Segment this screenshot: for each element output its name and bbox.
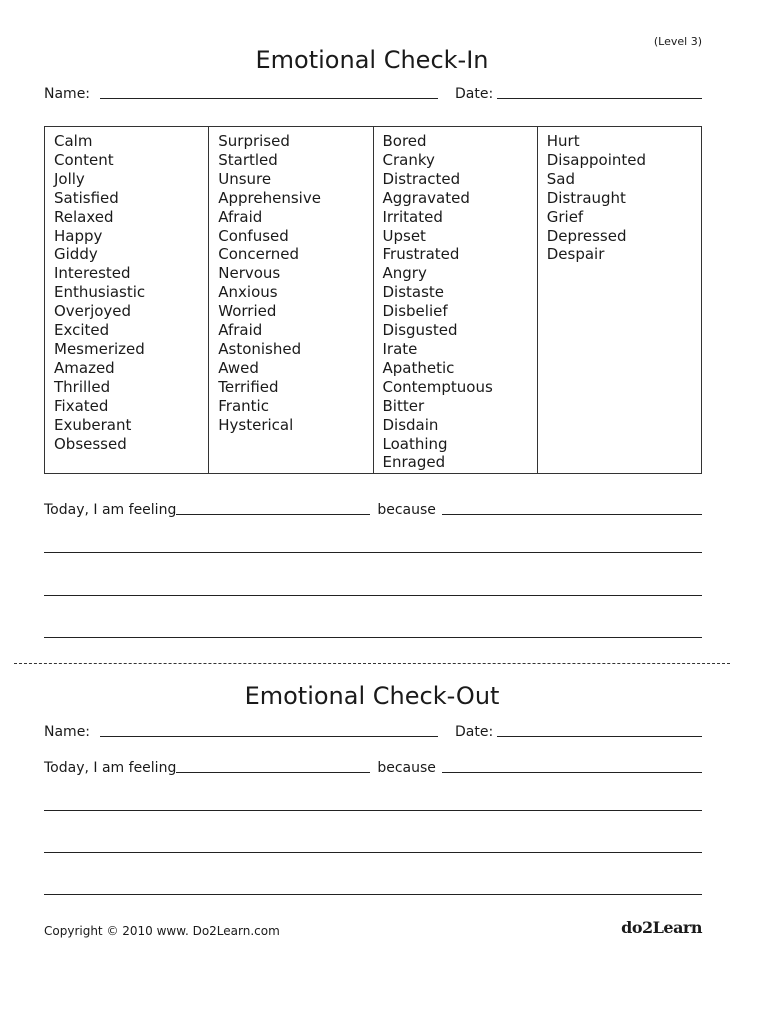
checkin-date-field[interactable] — [497, 98, 702, 99]
emotion-word: Aggravated — [382, 188, 470, 207]
checkin-name-field[interactable] — [100, 98, 438, 99]
emotion-word: Happy — [54, 226, 103, 245]
emotion-word: Obsessed — [54, 434, 127, 453]
emotion-word: Upset — [382, 226, 426, 245]
emotion-table — [44, 126, 702, 474]
emotion-word: Jolly — [54, 169, 85, 188]
emotion-word: Afraid — [218, 321, 263, 340]
emotion-word: Relaxed — [54, 207, 114, 226]
checkout-feeling-label: Today, I am feeling — [44, 760, 177, 776]
emotion-word: Interested — [54, 264, 131, 283]
checkout-feeling-row — [44, 752, 702, 776]
checkout-because-label: because — [377, 760, 436, 776]
do2learn-logo: do2Learn — [621, 918, 702, 937]
emotion-word: Bored — [382, 132, 427, 150]
emotion-word: Afraid — [218, 207, 263, 226]
checkout-date-label: Date: — [455, 724, 494, 740]
checkin-because-field[interactable] — [442, 514, 702, 515]
emotion-column-4 — [538, 127, 701, 473]
checkin-because-label: because — [377, 502, 436, 518]
emotion-word: Unsure — [218, 169, 272, 188]
emotion-word: Concerned — [218, 245, 300, 264]
emotion-word: Amazed — [54, 358, 115, 377]
emotion-word: Satisfied — [54, 188, 119, 207]
checkin-feeling-field[interactable] — [176, 514, 370, 515]
checkout-blank-line-1[interactable] — [44, 810, 702, 811]
emotion-word: Calm — [54, 132, 93, 150]
emotion-word: Startled — [218, 150, 278, 169]
emotion-word: Thrilled — [54, 377, 111, 396]
emotion-word: Angry — [382, 264, 427, 283]
emotion-column-3 — [374, 127, 538, 473]
emotion-word: Astonished — [218, 339, 302, 358]
emotion-word: Distraught — [546, 188, 626, 207]
checkin-name-label: Name: — [44, 86, 91, 102]
checkout-feeling-field[interactable] — [176, 772, 370, 773]
emotion-word: Loathing — [382, 434, 448, 453]
emotion-word: Despair — [546, 245, 605, 264]
emotion-word: Frustrated — [382, 245, 460, 264]
emotion-word: Awed — [218, 358, 259, 377]
emotion-word: Nervous — [218, 264, 281, 283]
checkout-because-field[interactable] — [442, 772, 702, 773]
checkout-blank-line-3[interactable] — [44, 894, 702, 895]
emotion-word: Fixated — [54, 396, 109, 415]
checkout-title: Emotional Check-Out — [244, 682, 500, 710]
emotion-word: Apprehensive — [218, 188, 321, 207]
checkout-name-date-row — [44, 716, 702, 740]
emotion-word: Overjoyed — [54, 302, 132, 321]
emotion-word: Surprised — [218, 132, 290, 150]
checkin-name-date-row — [44, 78, 702, 102]
checkin-blank-line-2[interactable] — [44, 595, 702, 596]
checkout-date-field[interactable] — [497, 736, 702, 737]
emotion-column-1 — [45, 127, 209, 473]
checkout-name-label: Name: — [44, 724, 91, 740]
checkin-date-label: Date: — [455, 86, 494, 102]
checkin-feeling-label: Today, I am feeling — [44, 502, 177, 518]
emotion-word: Hurt — [546, 132, 580, 150]
emotion-word: Sad — [546, 169, 575, 188]
checkout-name-field[interactable] — [100, 736, 438, 737]
emotion-word: Worried — [218, 302, 277, 321]
emotion-word: Anxious — [218, 283, 278, 302]
emotion-word: Distaste — [382, 283, 445, 302]
emotion-word: Disdain — [382, 415, 439, 434]
emotion-word: Enthusiastic — [54, 283, 146, 302]
cut-line-divider — [14, 663, 730, 664]
checkin-blank-line-3[interactable] — [44, 637, 702, 638]
emotion-word: Grief — [546, 207, 584, 226]
emotion-word: Hysterical — [218, 415, 294, 434]
emotion-word: Content — [54, 150, 114, 169]
emotion-word: Giddy — [54, 245, 98, 264]
emotion-word: Terrified — [218, 377, 279, 396]
emotion-word: Exuberant — [54, 415, 132, 434]
emotion-word: Disbelief — [382, 302, 448, 321]
emotion-word: Bitter — [382, 396, 425, 415]
checkin-blank-line-1[interactable] — [44, 552, 702, 553]
emotion-word: Distracted — [382, 169, 461, 188]
emotion-word: Disappointed — [546, 150, 647, 169]
emotion-column-2 — [209, 127, 373, 473]
checkin-feeling-row — [44, 494, 702, 518]
emotion-word: Excited — [54, 321, 110, 340]
emotion-word: Irate — [382, 339, 418, 358]
emotion-word: Confused — [218, 226, 289, 245]
emotion-word: Frantic — [218, 396, 269, 415]
checkin-title: Emotional Check-In — [255, 46, 489, 74]
emotion-word: Contemptuous — [382, 377, 493, 396]
emotion-word: Apathetic — [382, 358, 455, 377]
emotion-word: Enraged — [382, 453, 446, 472]
emotion-word: Depressed — [546, 226, 627, 245]
emotion-word: Disgusted — [382, 321, 458, 340]
emotion-word: Cranky — [382, 150, 435, 169]
level-label: (Level 3) — [653, 35, 702, 48]
emotion-word: Mesmerized — [54, 339, 145, 358]
emotion-word: Irritated — [382, 207, 443, 226]
checkout-blank-line-2[interactable] — [44, 852, 702, 853]
copyright-text: Copyright © 2010 www. Do2Learn.com — [44, 924, 280, 938]
